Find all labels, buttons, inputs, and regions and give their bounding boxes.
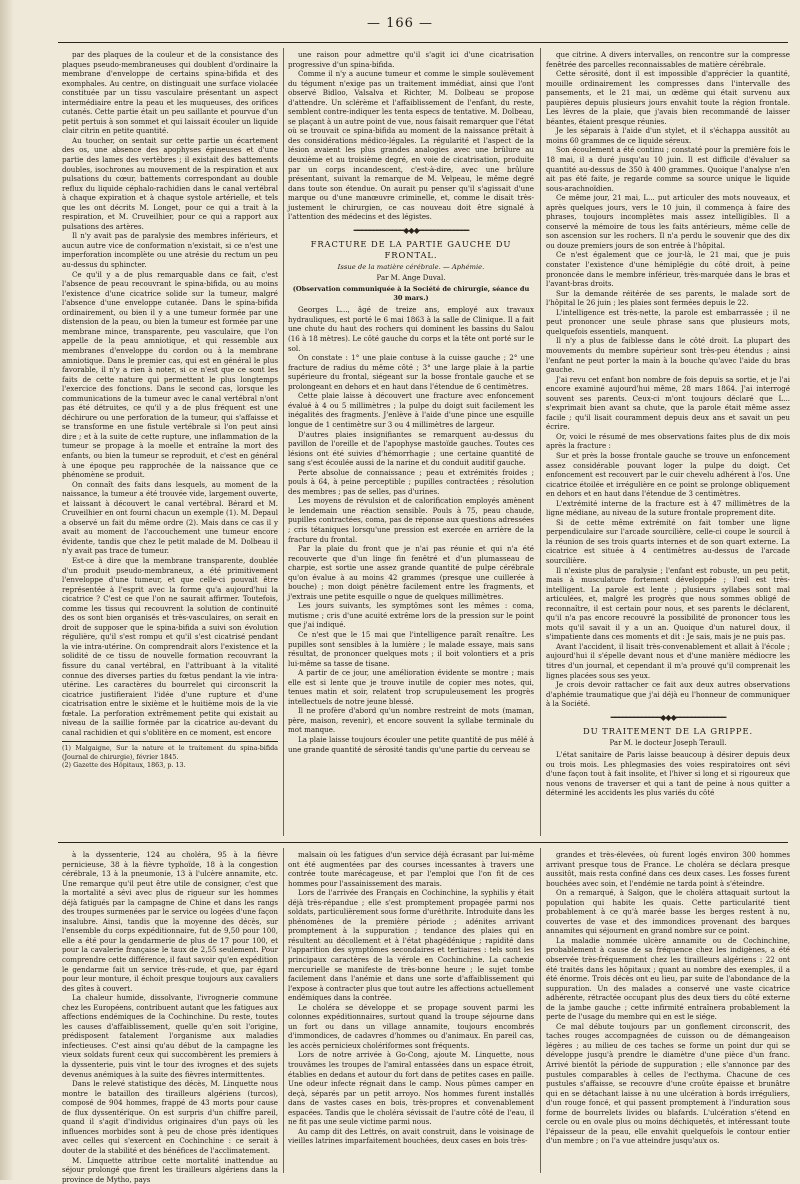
paragraph: Georges L..., âgé de treize ans, employé aux travaux hydrauliques, est porté le 6 mai 1863 à la salle de Clinique. Il a fait une chute du haut des rochers qui dominent les bassins du Salou (16 à 18 mètres). Le côté gauche du corps et la tête ont porté sur le sol. <box>288 305 534 353</box>
paragraph: Cette sérosité, dont il est impossible d'apprécier la quantité, mouille ordinairement les compresses dans l'intervalle des pansements, et le 21 mai, un œdème qui était survenu aux paupières depuis plusieurs jours envahit toute la région frontale. Les lèvres de la plaie, que j'avais bien recommandé de laisser béantes, étaient presque réunies. <box>546 69 790 126</box>
column-separator <box>540 48 541 836</box>
binding-shadow <box>0 0 14 1180</box>
page-number: — 166 — <box>0 16 800 31</box>
paragraph: Il ne profère d'abord qu'un nombre restreint de mots (maman, père, maison, revenir), et encore souvent la syllabe terminale du mot manque. <box>288 706 534 735</box>
footnote-2: (2) Gazette des Hôpitaux, 1863, p. 13. <box>62 761 278 770</box>
paragraph: Je crois devoir rattacher ce fait aux deux autres observations d'aphémie traumatique que j'ai déjà eu l'honneur de communiquer à la Société. <box>546 680 790 709</box>
paragraph: On connaît des faits dans lesquels, au moment de la naissance, la tumeur a été trouvée vide, largement ouverte, et laissant à découvert le canal vertébral. Bérard et M. Cruveilhier en ont fourni chacun un exemple (1). M. Depaul a observé un fait du même ordre (2). Mais dans ce cas il y avait au moment de l'accouchement une tumeur encore évidente, tandis que chez le petit malade de M. Dolbeau il n'y avait pas trace de tumeur. <box>62 480 278 556</box>
paragraph: A partir de ce jour, une amélioration évidente se montre ; mais elle est si lente que je trouve inutile de copier mes notes, qui, tenues matin et soir, relatent trop scrupuleusement les progrès intellectuels de notre jeune blessé. <box>288 668 534 706</box>
top-column-1 <box>62 50 278 836</box>
paragraph: La chaleur humide, dissolvante, l'ivrognerie commune chez les Européens, contribuent autant que les fatigues aux affections endémiques de la Cochinchine. Du reste, toutes les causes d'affaiblissement, quelle qu'en soit l'origine, prédisposent fatalement l'organisme aux maladies infectieuses. C'est ainsi qu'au début de la campagne les vieux soldats furent ceux qui succombèrent les premiers à la dyssenterie, puis vint le tour des ivrognes et des sujets devenus anémiques à la suite des fièvres intermittentes. <box>62 993 278 1079</box>
paragraph: Si de cette même extrémité on fait tomber une ligne perpendiculaire sur l'arcade sourcilière, celle-ci coupe le sourcil à la réunion de ses trois quarts internes et de son quart externe. La cicatrice est située à 4 centimètres au-dessus de l'arcade sourcilière. <box>546 518 790 566</box>
footnote-1: (1) Malgaigne, Sur la nature et le traitement du spina-bifida (Journal de chirurgie), février 1845. <box>62 744 278 761</box>
bottom-column-1-text <box>62 850 278 1184</box>
article-continuation <box>546 50 790 709</box>
paragraph: Perte absolue de connaissance ; peau et extrémités froides ; pouls à 64, à peine perceptible ; pupilles contractées ; résolution des membres ; pas de selles, pas d'urines. <box>288 468 534 497</box>
paragraph: Sur la demande réitérée de ses parents, le malade sort de l'hôpital le 26 juin ; les plaies sont fermées depuis le 22. <box>546 289 790 308</box>
article-subtitle: Issue de la matière cérébrale. — Aphémie. <box>288 263 534 272</box>
paragraph: Les jours suivants, les symptômes sont les mêmes : coma, mutisme ; cris d'une acuité extrême lors de la pression sur le point que j'ai indiqué. <box>288 601 534 630</box>
paragraph: Le choléra se développe et se propage souvent parmi les colonnes expéditionnaires, surtout quand la troupe séjourne dans un fort ou dans un village annamite, toujours encombrés d'immondices, de cadavres d'hommes ou d'animaux. En pareil cas, les accès pernicieux cholériformes sont fréquents. <box>288 1003 534 1051</box>
paragraph: Est-ce à dire que la membrane transparente, doublée d'un produit pseudo-membraneux, a été primitivement l'enveloppe d'une tumeur, et que celle-ci pouvait être représentée à l'esprit avec la forme qu'a aujourd'hui la cicatrice ? C'est ce que l'on ne saurait affirmer. Toutefois, comme les tissus qui recouvrent la solution de continuité des os sont bien organisés et très-vasculaires, on serait en droit de supposer que le spina-bifida a suivi son évolution régulière, qu'il s'est rompu et qu'il s'est cicatrisé pendant la vie intra-utérine. On comprendrait alors l'existence et la solidité de ce tissu de nouvelle formation recouvrant la fissure du canal vertébral, en l'attribuant à la vitalité connue des diverses parties du fœtus pendant la vie intra-utérine. Les caractères du bourrelet qui circonscrit la cicatrice justifieraient l'idée d'une rupture et d'une cicatrisation entre le sixième et le huitième mois de la vie fœtale. La perforation extrêmement petite qui existait au niveau de la saillie formée par la cicatrice au-devant du canal rachidien et qui s'oblitère en ce moment, est encore <box>62 556 278 737</box>
bottom-column-2 <box>288 850 534 1175</box>
bottom-column-3 <box>546 850 790 1175</box>
paragraph: Les moyens de révulsion et de calorification employés amènent le lendemain une réaction sensible. Pouls à 75, peau chaude, pupilles contractées, coma, pas de réponse aux questions adressées ; cris tétaniques lorsqu'une pression est exercée en arrière de la fracture du frontal. <box>288 496 534 544</box>
top-column-3 <box>546 50 790 836</box>
paragraph: Ce n'est également que ce jour-là, le 21 mai, que je puis constater l'existence d'une hémiplégie du côté droit, à peine prononcée dans le membre inférieur, très-marquée dans le bras et l'avant-bras droits. <box>546 250 790 288</box>
paragraph: une raison pour admettre qu'il s'agit ici d'une cicatrisation progressive d'un spina-bifida. <box>288 50 534 69</box>
bottom-column-2-text <box>288 850 534 1146</box>
paragraph: Or, voici le résumé de mes observations faites plus de dix mois après la fracture : <box>546 432 790 451</box>
paragraph: Ce n'est que le 15 mai que l'intelligence paraît renaître. Les pupilles sont sensibles à la lumière ; le malade essaye, mais sans résultat, de prononcer quelques mots ; il boit volontiers et a pris lui-même sa tasse de tisane. <box>288 630 534 668</box>
ornament-divider: ━━━━━━━━━━━━━◆◆◆━━━━━━━━━━━━━ <box>546 713 790 723</box>
paragraph: Comme il n'y a aucune tumeur et comme le simple soulèvement du tégument n'exige pas un traitement immédiat, ainsi que l'ont observé Bidloo, Valsalva et Richter, M. Dolbeau se propose d'attendre. Un sclérème et l'affaiblissement de l'enfant, du reste, semblent contre-indiquer les tenta especs de tentative. M. Dolbeau, se plaçant à un autre point de vue, nous faisait remarquer que l'état où se trouvait ce spina-bifida au moment de la naissance prêtait à des considérations médico-légales. La régularité et l'aspect de la lésion avaient les plus grandes analogies avec une brûlure au deuxième et au troisième degré, en voie de cicatrisation, produite par un corps incandescent, c'est-à-dire, avec une brûlure présentant, suivant la remarque de M. Velpeau, le même degré dans toute son étendue. On aurait pu penser qu'il s'agissait d'une marque ou d'une manœuvre criminelle, et, comme le disait très-justement le chirurgien, ce cas nouveau doit être signalé à l'attention des médecins et des légistes. <box>288 69 534 222</box>
column-separator <box>283 848 284 1173</box>
article-author: Par M. Ange Duval. <box>288 274 534 283</box>
article-title-fracture: FRACTURE DE LA PARTIE GAUCHE DU FRONTAL. <box>288 239 534 261</box>
footnotes <box>62 741 278 770</box>
top-column-2 <box>288 50 534 836</box>
paragraph: L'extrémité interne de la fracture est à 47 millimètres de la ligne médiane, au niveau de la suture frontale proprement dite. <box>546 499 790 518</box>
paragraph: D'autres plaies insignifiantes se remarquent au-dessus du pavillon de l'oreille et de l'apophyse mastoïde gauches. Toutes ces lésions ont été suivies d'hémorrhagie ; une certaine quantité de sang s'est écoulée aussi de la narine et du conduit auditif gauche. <box>288 430 534 468</box>
paragraph: J'ai revu cet enfant bon nombre de fois depuis sa sortie, et je l'ai encore examiné aujourd'hui même, 28 mars 1864. J'ai interrogé souvent ses parents. Ceux-ci m'ont toujours déclaré que L... s'exprimait bien avant sa chute, que la parole était même assez facile ; qu'il lisait couramment depuis deux ans et savait un peu écrire. <box>546 375 790 432</box>
article-title-grippe: DU TRAITEMENT DE LA GRIPPE. <box>546 726 790 737</box>
article-note: (Observation communiquée à la Société de chirurgie, séance du 30 mars.) <box>288 285 534 303</box>
paragraph: On constate : 1° une plaie contuse à la cuisse gauche ; 2° une fracture de radius du même côté ; 3° une large plaie à la partie supérieure du frontal, siégeant sur la bosse frontale gauche et se prolongeant en dehors et en haut dans l'étendue de 6 centimètres. <box>288 353 534 391</box>
paragraph: Il n'y a plus de faiblesse dans le côté droit. La plupart des mouvements du membre supérieur sont très-peu étendus ; ainsi l'enfant ne peut porter la main à la bouche qu'avec l'aide du bras gauche. <box>546 336 790 374</box>
paragraph: Au toucher, on sentait sur cette partie un écartement des os, une absence des apophyses épineuses et d'une partie des lames des vertèbres ; il existait des battements doubles, isochrones au mouvement de la respiration et aux pulsations du cœur, battements correspondant au double reflux du liquide céphalo-rachidien dans le canal vertébral à chaque expiration et à chaque systole artérielle, et tels que les ont décrits M. Longet, pour ce qui a trait à la respiration, et M. Cruveilhier, pour ce qui a rapport aux pulsations des artères. <box>62 136 278 231</box>
paragraph: Ce mal débute toujours par un gonflement circonscrit, des taches rouges accompagnées de cuisson ou de démangeaison légères ; au milieu de ces taches se forme un point dur qui se développe jusqu'à prendre le diamètre d'une pièce d'un franc. Arrivé bientôt la période de suppuration ; elle s'annonce par des pustules comparables à celles de l'ecthyma. Chacune de ces pustules s'affaisse, se recouvre d'une croûte épaisse et brunâtre qui en se détachant laisse à nu une ulcération à bords irréguliers, d'un rouge foncé, et qui passent promptement à l'induration sous forme de bourrelets livides ou blafards. L'ulcération s'étend en cercle ou en ovale plus ou moins déchiquetés, et intéressant toute l'épaisseur de la peau, elle envahit quelquefois le contour entier d'un membre ; on l'a vue atteindre jusqu'aux os. <box>546 1022 790 1146</box>
paragraph: malsain où les fatigues d'un service déjà écrasant par lui-même ont été augmentées par des courses incessantes à travers une contrée toute marécageuse, et par l'emploi que l'on fit de ces hommes pour l'assainissement des marais. <box>288 850 534 888</box>
paragraph: L'intelligence est très-nette, la parole est embarrassée ; il ne peut prononcer une seule phrase sans que plusieurs mots, quelquefois essentiels, manquent. <box>546 308 790 337</box>
section-rule <box>58 842 788 843</box>
paragraph: Ce qu'il y a de plus remarquable dans ce fait, c'est l'absence de peau recouvrant le spina-bifida, ou au moins l'existence d'une cicatrice solide sur la tumeur, malgré l'absence d'une enveloppe cutanée. Dans le spina-bifida ordinairement, ou bien il y a une tumeur formée par une distension de la peau, ou bien la tumeur est formée par une membrane mince, transparente, peu vasculaire, que l'on appelle de la peau amniotique, et qui ressemble aux membranes d'enveloppe du cordon ou à la membrane amniotique. Dans le premier cas, qui est en général le plus favorable, il n'y a rien à noter, si ce n'est que ce sont les faits de cette nature qui permettent le plus longtemps l'exercice des fonctions. Dans le second cas, lorsque les communications de la tumeur avec le canal vertébral n'ont pas été détruites, ce qu'il y a de plus fréquent est une déchirure ou une perforation de la tumeur, qui s'affaisse et se transforme en une fistule vertébrale si l'on peut ainsi dire ; et à la suite de cette rupture, une inflammation de la tumeur se propage à la moelle et entraîne la mort des enfants, ou bien la tumeur se reproduit, et c'est en général à une époque peu rapprochée de la naissance que ce phénomène se produit. <box>62 270 278 480</box>
paragraph: La plaie laisse toujours écouler une petite quantité de pus mêlé à une grande quantité de sérosité tandis qu'une partie du cerveau se <box>288 735 534 754</box>
paragraph: Dans le relevé statistique des décès, M. Linquette nous montre le bataillon des tirailleurs algériens (turcos), composé de 904 hommes, frappé de 43 morts pour cause de flux dyssentérique. On est surpris d'un chiffre pareil, quand il s'agit d'individus originaires d'un pays où les influences morbides sont à peu de chose près identiques avec celles qui s'exercent en Cochinchine : ce serait à douter de la stabilité et des bénéfices de l'acclimatement. <box>62 1079 278 1155</box>
paragraph: Il n'y avait pas de paralysie des membres inférieurs, et aucun autre vice de conformation n'existait, si ce n'est une imperforation incomplète ou une atrésie du rectum un peu au-dessus du sphincter. <box>62 231 278 269</box>
paragraph: Je les séparais à l'aide d'un stylet, et il s'échappa aussitôt au moins 60 grammes de ce liquide séreux. <box>546 126 790 145</box>
paragraph: Il n'existe plus de paralysie ; l'enfant est robuste, un peu petit, mais à musculature fortement développée ; l'œil est très-intelligent. La parole est lente ; plusieurs syllabes sont mal articulées, et, malgré les progrès que nous sommes obligé de reconnaître, il est certain pour nous, et ses parents le déclarent, qu'il n'a pas encore recouvré la possibilité de prononcer tous les mots qu'il savait il y a un an. Quoique d'un naturel doux, il s'impatiente dans ces moments et dit : Je sais, mais je ne puis pas. <box>546 566 790 642</box>
article-author-2: Par M. le docteur Joseph Teraull. <box>546 739 790 748</box>
bottom-column-1 <box>62 850 278 1175</box>
paragraph: Lors de l'arrivée des Français en Cochinchine, la syphilis y était déjà très-répandue ; elle s'est promptement propagée parmi nos soldats, particulièrement sous forme d'uréthrite. Introduite dans les phénomènes de la première période ; adénites arrivant promptement à la suppuration ; tendance des plaies qui en résultent au décollement et à l'état phagédénique ; rapidité dans l'apparition des symptômes secondaires et tertiaires : tels sont les principaux caractères de la vérole en Cochinchine. La cachexie mercurielle se manifeste de très-bonne heure ; le sujet tombe facilement dans l'anémie et dans une sorte d'affaiblissement qui l'expose à contracter plus que tout autre les affections actuellement endémiques dans la contrée. <box>288 888 534 1003</box>
column-2-intro <box>288 50 534 222</box>
paragraph: par des plaques de la couleur et de la consistance des plaques pseudo-membraneuses qui doublent d'ordinaire la membrane d'enveloppe de certains spina-bifida et des exomphales. Au centre, on distinguait une surface violacée constituée par un tissu vasculaire présentant un aspect intermédiaire entre la peau et les muqueuses, des orifices cutanés. Cette partie était un peu saillante et pourvue d'un petit pertuis à son sommet et qui laissait écouler un liquide clair citrin en petite quantité. <box>62 50 278 136</box>
article-2-body <box>546 750 790 798</box>
column-separator <box>283 48 284 836</box>
paragraph: grandes et très-élevées, où furent logés environ 300 hommes arrivant presque tous de France. Le choléra se déclara presque aussitôt, mais resta confiné dans ces deux cases. Les fosses furent bouchées avec soin, et l'endémie ne tarda point à s'éteindre. <box>546 850 790 888</box>
top-rule <box>58 42 788 43</box>
paragraph: que citrine. A divers intervalles, on rencontre sur la compresse fenêtrée des parcelles reconnaissables de matière cérébrale. <box>546 50 790 69</box>
paragraph: Son écoulement a été continu ; constaté pour la première fois le 18 mai, il a duré jusqu'au 10 juin. Il est difficile d'évaluer sa quantité au-dessus de 350 à 400 grammes. Quoique l'analyse n'en ait pas été faite, je regarde comme sa source unique le liquide sous-arachnoïdien. <box>546 145 790 193</box>
paragraph: M. Linquette attribue cette mortalité inattendue au séjour prolongé que firent les tirailleurs algériens dans la province de Mytho, pays <box>62 1156 278 1184</box>
top-column-1-text <box>62 50 278 737</box>
bottom-column-3-text <box>546 850 790 1146</box>
ornament-divider: ━━━━━━━━━━━━━◆◆◆━━━━━━━━━━━━━ <box>288 226 534 236</box>
paragraph: Ce même jour, 21 mai, L... put articuler des mots nouveaux, et après quelques jours, vers le 10 juin, il commença à faire des phrases, toujours incomplètes mais assez intelligibles. Il a conservé la mémoire de tous les faits antérieurs, même celle de son ascension sur les rochers. Il n'a perdu le souvenir que des dix ou douze premiers jours de son entrée à l'hôpital. <box>546 193 790 250</box>
paragraph: Lors de notre arrivée à Go-Cong, ajoute M. Linquette, nous trouvâmes les troupes de l'amiral entassées dans un espace étroit, établies en dedans et autour du fort dans de petites cases en paille. Une odeur infecte régnait dans le camp. Nous pûmes camper en deçà, séparés par un petit arroyo. Nos hommes furent installés dans de vastes cases en bois, très-propres et convenablement espacées. Tandis que le choléra sévissait de l'autre côté de l'eau, il ne fit pas une seule victime parmi nous. <box>288 1050 534 1126</box>
paragraph: à la dyssenterie, 124 au choléra, 95 à la fièvre pernicieuse, 38 à la fièvre typhoïde, 18 à la congestion cérébrale, 13 à la pneumonie, 13 à l'ulcère annamite, etc. Une remarque qu'il peut être utile de consigner, c'est que la mortalité a sévi avec plus de rigueur sur les hommes déjà fatigués par la campagne de Chine et dans les rangs des troupes surmenées par le service ou logées d'une façon insalubre. Ainsi, tandis que la moyenne des décès, sur l'ensemble du corps expéditionnaire, fut de 9,50 pour 100, elle a été pour la gendarmerie de plus de 17 pour 100, et pour la cavalerie française le taux de 2,55 seulement. Pour comprendre cette différence, il faut savoir qu'en expédition le gendarme fait un service très-rude, et que, par égard pour leur monture, il échoit presque toujours aux cavaliers des gîtes à couvert. <box>62 850 278 993</box>
paragraph: L'état sanitaire de Paris laisse beaucoup à désirer depuis deux ou trois mois. Les phlegmasies des voies respiratoires ont sévi d'une façon tout à fait insolite, et l'hiver si long et si rigoureux que nous venons de traverser et qui a tant de peine à nous quitter a déterminé les accidents les plus variés du côté <box>546 750 790 798</box>
paragraph: Cette plaie laisse à découvert une fracture avec enfoncement évalué à 4 ou 5 millimètres ; la pulpe du doigt suit facilement les inégalités des fragments. J'enlève à l'aide d'une pince une esquille longue de 1 centimètre sur 3 ou 4 millimètres de largeur. <box>288 391 534 429</box>
paragraph: On a remarqué, à Saïgon, que le choléra attaquait surtout la population qui habite les quais. Cette particularité tient probablement à ce qu'à marée basse les berges restent à nu, couvertes de vase et des immondices provenant des barques annamites qui séjournent en grand nombre sur ce point. <box>546 888 790 936</box>
paragraph: Avant l'accident, il lisait très-convenablement et allait à l'école ; aujourd'hui il s'épelle devant nous et d'une manière médiocre les titres d'un journal, et cependant il m'a prouvé qu'il comprenait les lignes placées sous ses yeux. <box>546 642 790 680</box>
paragraph: Sur et près la bosse frontale gauche se trouve un enfoncement assez considérable pouvant loger la pulpe du doigt. Cet enfoncement est recouvert par le cuir chevelu adhérent à l'os. Une cicatrice étoilée et irrégulière en ce point se prolonge obliquement en dehors et en haut dans l'étendue de 3 centimètres. <box>546 451 790 499</box>
paragraph: Par la plaie du front que je n'ai pas réunie et qui n'a été recouverte que d'un linge fin fenêtré et d'un plumasseau de charpie, est sortie une assez grande quantité de pulpe cérébrale qu'on évalue à au moins 42 grammes (presque une cuillerée à bouche) ; mon doigt pénètre facilement entre les fragments, et j'extrais une petite esquille o ngue de quelques millimètres. <box>288 544 534 601</box>
article-body <box>288 305 534 754</box>
column-separator <box>540 848 541 1173</box>
paragraph: La maladie nommée ulcère annamite ou de Cochinchine, probablement à cause de sa fréquence chez les indigènes, a été observée très-fréquemment chez les tirailleurs algériens : 22 ont été traités dans les hôpitaux ; quant au nombre des exemples, il a été énorme. Trois décès ont eu lieu, par suite de l'abondance de la suppuration. Un des malades a conservé une vaste cicatrice adhérente, rétractée occupant plus des deux tiers du côté externe de la jambe gauche ; cette infirmité entraînera probablement la perte de l'usage du membre qui en est le siége. <box>546 936 790 1022</box>
paragraph: Au camp dit des Lettrés, on avait construit, dans le voisinage de vieilles latrines imparfaitement bouchées, deux cases en bois très- <box>288 1127 534 1146</box>
